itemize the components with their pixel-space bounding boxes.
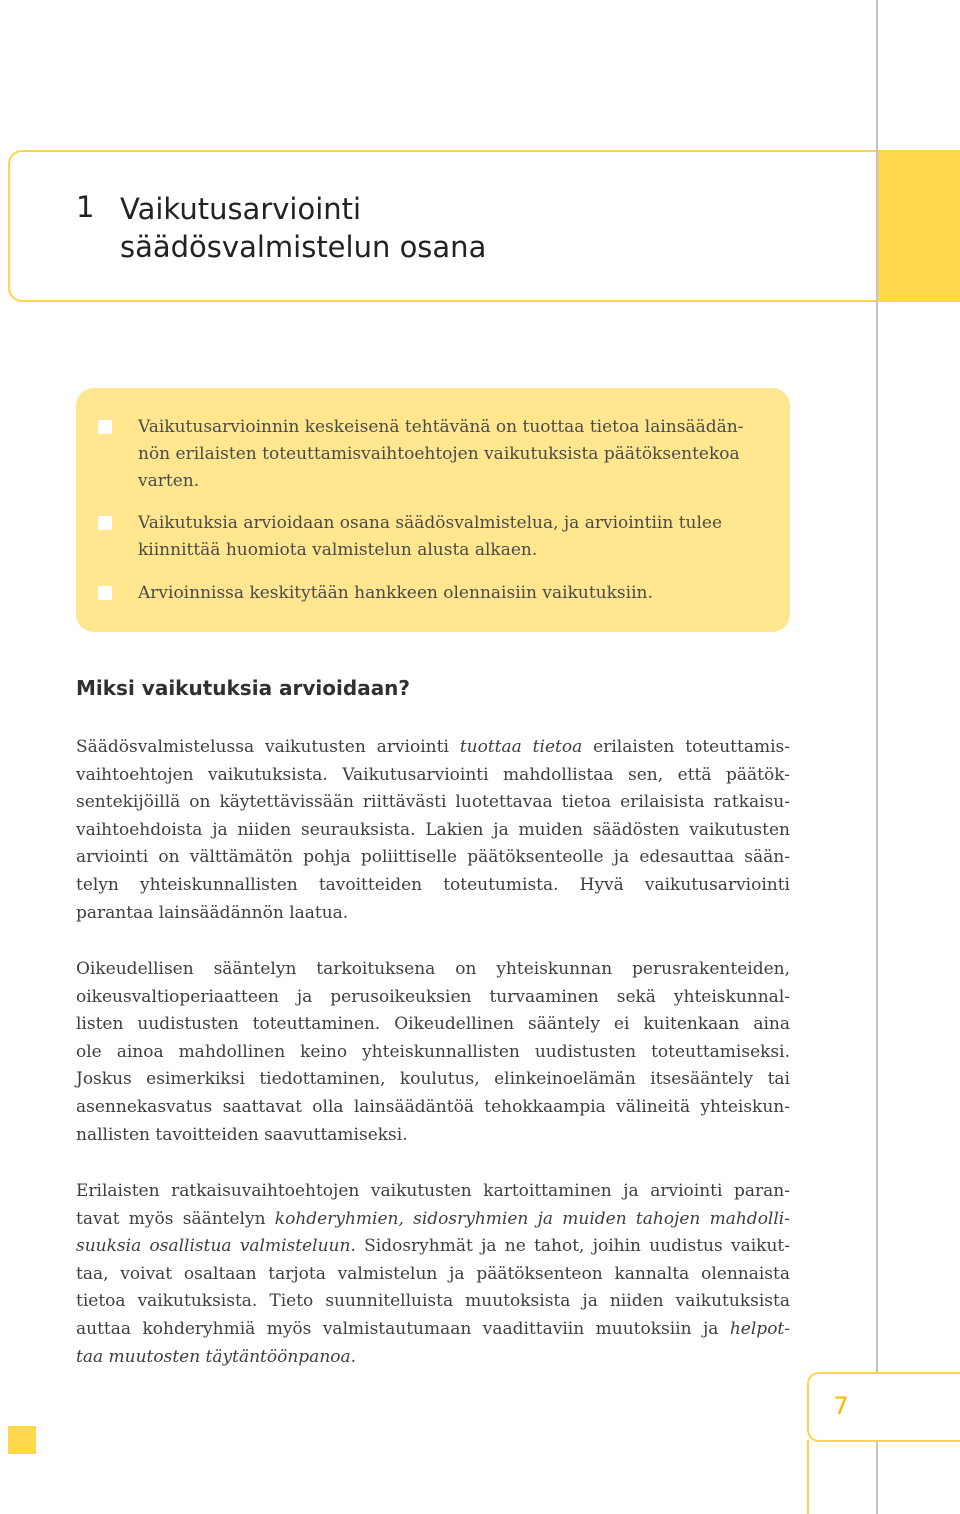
text-line: taa, voivat osaltaan tarjota valmistelun ja päätöksenteon kannalta olennaista [76,1263,790,1284]
text-line: Säädösvalmistelussa vaikutusten arviointi tuottaa tietoa erilaisten toteuttamis- [76,737,790,757]
text-line: parantaa lainsäädännön laatua. [76,902,349,923]
bullet-square-icon [98,420,112,434]
text-line: oikeusvaltioperiaatteen ja perusoikeuksien turvaaminen sekä yhteiskunnal- [76,986,790,1007]
text-line: ole ainoa mahdollinen keino yhteiskunnallisten uudistusten toteuttamiseksi. [76,1041,790,1062]
chapter-title-line: säädösvalmistelun osana [120,230,487,264]
paragraph-3 [76,1178,790,1371]
text-line: suuksia osallistua valmisteluun. Sidosryhmät ja ne tahot, joihin uudistus vaikut- [76,1236,791,1257]
summary-bullet [138,510,722,564]
bullet-line: Vaikutusarvioinnin keskeisenä tehtävänä on tuottaa tietoa lainsäädän- [138,417,744,437]
summary-bullet [138,580,653,607]
text-line: tavat myös sääntelyn kohderyhmien, sidosryhmien ja muiden tahojen mahdolli- [76,1208,790,1229]
section-heading: Miksi vaikutuksia arvioidaan? [76,676,411,700]
bullet-line: varten. [138,471,200,491]
page-number-rule [807,1440,877,1514]
paragraph-1 [76,734,790,927]
text-line: taa muutosten täytäntöönpanoa. [76,1346,357,1367]
text-line: auttaa kohderyhmiä myös valmistautumaan vaadittaviin muutoksiin ja helpot- [76,1318,790,1339]
chapter-number: 1 [76,190,95,224]
text-line: Erilaisten ratkaisuvaihtoehtojen vaikutusten kartoittaminen ja arviointi paran- [76,1181,790,1201]
text-line: arviointi on välttämätön pohja poliittiselle päätöksenteolle ja edesauttaa sään- [76,847,790,868]
bullet-line: Arvioinnissa keskitytään hankkeen olennaisiin vaikutuksiin. [138,583,653,603]
chapter-title-line: Vaikutusarviointi [120,192,362,226]
text-line: vaihtoehdoista ja niiden seurauksista. Lakien ja muiden säädösten vaikutusten [76,819,790,840]
text-line: tietoa vaikutuksista. Tieto suunnitelluista muutoksista ja niiden vaikutuksista [76,1291,790,1312]
text-line: listen uudistusten toteuttaminen. Oikeudellinen sääntely ei kuitenkaan aina [76,1014,790,1035]
bullet-line: nön erilaisten toteuttamisvaihtoehtojen vaikutuksista päätöksentekoa [138,444,740,464]
bullet-square-icon [98,516,112,530]
text-line: nallisten tavoitteiden saavuttamiseksi. [76,1124,408,1145]
summary-bullet [138,414,743,495]
chapter-title-tab [878,150,960,302]
corner-square-mark [8,1426,36,1454]
text-line: Oikeudellisen sääntelyn tarkoituksena on yhteiskunnan perusrakenteiden, [76,959,790,979]
chapter-title [120,190,486,266]
page-number: 7 [833,1392,849,1420]
text-line: vaihtoehtojen vaikutuksista. Vaikutusarviointi mahdollistaa sen, että päätök- [76,764,790,785]
bullet-line: kiinnittää huomiota valmistelun alusta alkaen. [138,540,538,560]
bullet-line: Vaikutuksia arvioidaan osana säädösvalmistelua, ja arviointiin tulee [138,513,723,533]
text-line: telyn yhteiskunnallisten tavoitteiden toteutumista. Hyvä vaikutusarviointi [76,874,790,895]
paragraph-2 [76,956,790,1149]
text-line: sentekijöillä on käytettävissään riittävästi luotettavaa tietoa erilaisista ratkaisu- [76,792,790,813]
bullet-square-icon [98,586,112,600]
text-line: asennekasvatus saattavat olla lainsäädäntöä tehokkaampia välineitä yhteiskun- [76,1096,790,1117]
text-line: Joskus esimerkiksi tiedottaminen, koulutus, elinkeinoelämän itsesääntely tai [76,1069,790,1090]
